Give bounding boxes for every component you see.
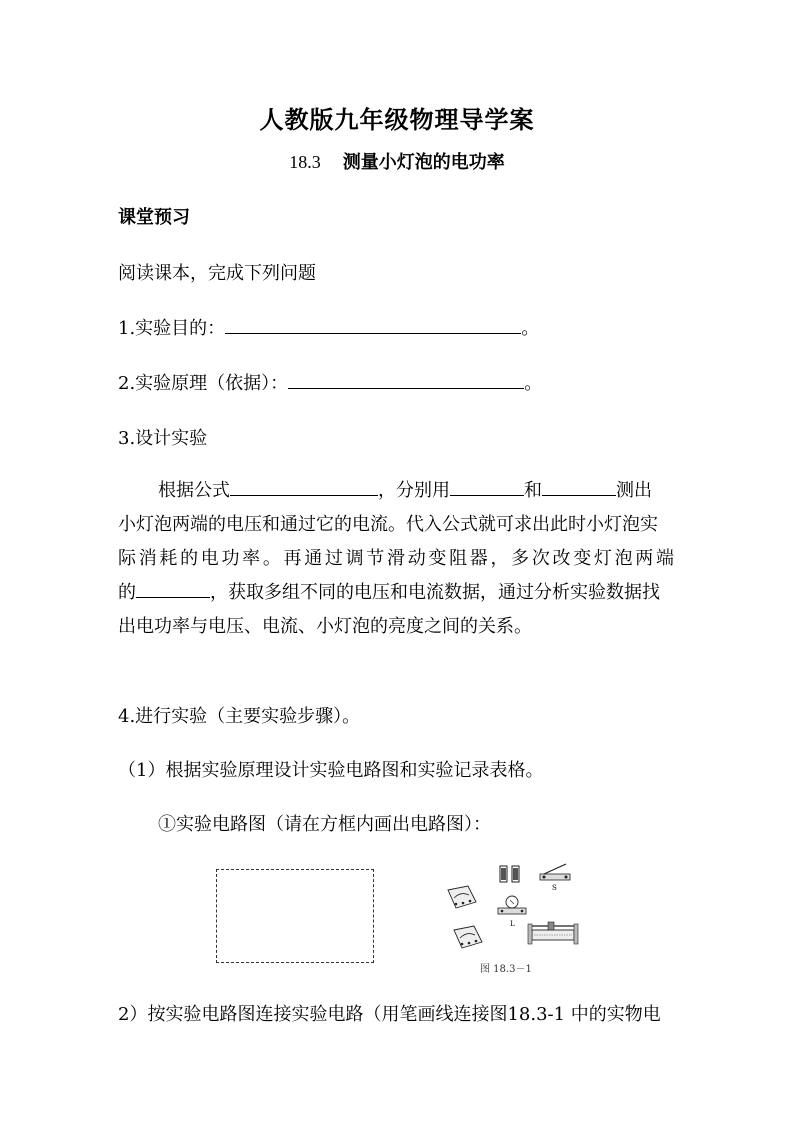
question-1-label: 1.实验目的： [118,318,226,339]
answer-blank-instrument-2[interactable] [542,477,616,496]
question-2-label: 2.实验原理（依据）： [118,373,289,394]
rheostat-icon [528,922,578,944]
design-line-2: 小灯泡两端的电压和通过它的电流。代入公式就可求出此时小灯泡实 [118,514,658,535]
battery-icon [500,866,519,882]
step-1-sub: ①实验电路图（请在方框内画出电路图）： [158,814,491,835]
text-span: 根据公式 [158,480,230,501]
figure-caption: 图 18.3－1 [480,964,532,975]
lesson-subtitle [0,148,794,174]
circuit-drawing-box[interactable] [216,869,374,963]
lesson-title: 测量小灯泡的电功率 [342,152,505,173]
text-span: ，分别用 [378,480,450,501]
answer-blank-instrument-1[interactable] [450,477,524,496]
answer-blank-formula[interactable] [230,477,378,496]
section-heading: 课堂预习 [118,207,190,228]
page-title: 人教版九年级物理导学案 [259,105,535,134]
text-span: 和 [524,480,542,501]
step-2: 2）按实验电路图连接实验电路（用笔画线连接图18.3-1 中的实物电 [118,1004,661,1025]
design-paragraph [118,474,674,644]
design-line-5: 出电功率与电压、电流、小灯泡的亮度之间的关系。 [118,616,532,637]
answer-blank-voltage[interactable] [136,579,210,598]
text-span: 测出 [616,480,652,501]
lesson-number: 18.3 [289,152,321,172]
lamp-label: L [510,920,515,928]
question-3: 3.设计实验 [118,428,208,449]
ammeter-icon [448,886,476,908]
question-2-end: 。 [524,373,543,394]
circuit-components-figure [444,860,584,976]
switch-icon [540,864,570,880]
text-span: 的 [118,582,136,603]
text-span: ，获取多组不同的电压和电流数据，通过分析实验数据找 [210,582,660,603]
design-line-3: 际消耗的电功率。再通过调节滑动变阻器，多次改变灯泡两端 [118,548,674,569]
step-1: （1）根据实验原理设计实验电路图和实验记录表格。 [118,760,544,781]
design-line-4 [118,576,674,610]
answer-blank-principle[interactable] [288,370,524,389]
switch-label: S [552,884,557,892]
question-2 [118,369,542,395]
question-4: 4.进行实验（主要实验步骤）。 [118,706,361,727]
question-1-end: 。 [521,318,540,339]
voltmeter-icon [454,926,482,948]
question-1 [118,314,539,340]
lamp-icon [498,896,526,914]
design-line-1 [118,474,674,508]
intro-text: 阅读课本，完成下列问题 [118,263,316,284]
answer-blank-purpose[interactable] [225,315,521,334]
